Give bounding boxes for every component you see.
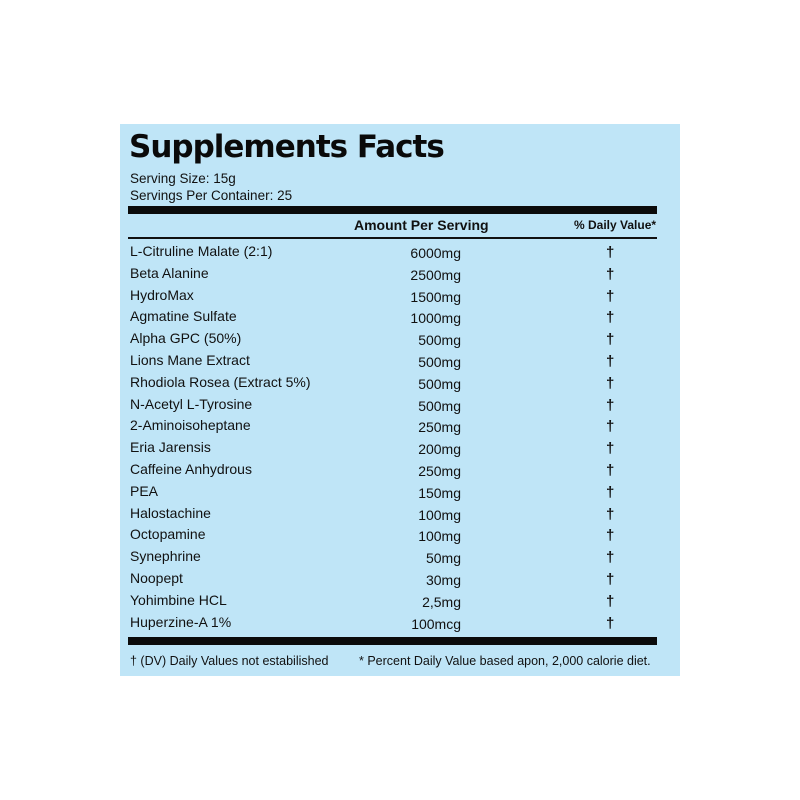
ingredient-name: Agmatine Sulfate bbox=[130, 308, 237, 325]
daily-value-header: % Daily Value* bbox=[574, 218, 657, 232]
daily-value-dagger: † bbox=[606, 440, 615, 458]
ingredient-amount: 250mg bbox=[418, 462, 461, 479]
ingredient-name: Eria Jarensis bbox=[130, 439, 211, 456]
ingredient-row bbox=[128, 590, 657, 612]
ingredient-name: Noopept bbox=[130, 569, 183, 586]
ingredient-amount: 150mg bbox=[418, 484, 461, 501]
ingredient-amount: 100mg bbox=[418, 528, 461, 545]
ingredient-amount: 500mg bbox=[418, 375, 461, 392]
ingredient-amount: 250mg bbox=[418, 419, 461, 436]
bottom-thick-rule bbox=[128, 637, 657, 645]
header-thin-rule bbox=[128, 237, 657, 239]
ingredient-name: PEA bbox=[130, 482, 159, 499]
ingredient-name: Halostachine bbox=[130, 504, 211, 521]
ingredient-amount: 2,5mg bbox=[422, 593, 461, 610]
daily-value-dagger: † bbox=[606, 374, 615, 392]
daily-value-dagger: † bbox=[606, 352, 615, 370]
ingredient-row bbox=[128, 306, 657, 328]
ingredient-amount: 1000mg bbox=[410, 310, 461, 327]
daily-value-dagger: † bbox=[606, 461, 615, 479]
ingredient-amount: 1500mg bbox=[410, 288, 461, 305]
daily-value-dagger: † bbox=[606, 614, 615, 632]
ingredient-amount: 100mcg bbox=[411, 615, 461, 632]
daily-value-dagger: † bbox=[606, 483, 615, 501]
ingredient-row bbox=[128, 437, 657, 459]
daily-value-dagger: † bbox=[606, 265, 615, 283]
ingredient-amount: 500mg bbox=[418, 332, 461, 349]
ingredient-name: Synephrine bbox=[130, 548, 201, 565]
ingredient-row bbox=[128, 263, 657, 285]
ingredient-row bbox=[128, 568, 657, 590]
daily-value-dagger: † bbox=[606, 549, 615, 567]
ingredient-amount: 200mg bbox=[418, 441, 461, 458]
ingredient-amount: 100mg bbox=[418, 506, 461, 523]
daily-value-dagger: † bbox=[606, 396, 615, 414]
ingredient-name: L-Citruline Malate (2:1) bbox=[130, 243, 273, 259]
daily-value-dagger: † bbox=[606, 309, 615, 327]
ingredient-row bbox=[128, 328, 657, 350]
ingredient-list bbox=[128, 241, 657, 633]
daily-value-dagger: † bbox=[606, 527, 615, 545]
dv-footnote: † (DV) Daily Values not estabilished bbox=[130, 654, 329, 668]
ingredient-name: Yohimbine HCL bbox=[130, 591, 227, 608]
ingredient-row bbox=[128, 546, 657, 568]
ingredient-amount: 500mg bbox=[418, 397, 461, 414]
ingredient-row bbox=[128, 394, 657, 416]
supplement-facts-panel bbox=[120, 124, 680, 676]
top-thick-rule bbox=[128, 206, 657, 214]
ingredient-row bbox=[128, 372, 657, 394]
ingredient-name: Huperzine-A 1% bbox=[130, 613, 232, 630]
ingredient-name: Alpha GPC (50%) bbox=[130, 330, 242, 347]
ingredient-amount: 50mg bbox=[425, 550, 461, 567]
ingredient-amount: 500mg bbox=[418, 353, 461, 370]
ingredient-row bbox=[128, 285, 657, 307]
daily-value-dagger: † bbox=[606, 570, 615, 588]
ingredient-row bbox=[128, 503, 657, 525]
serving-size: Serving Size: 15g bbox=[130, 171, 236, 186]
daily-value-dagger: † bbox=[606, 331, 615, 349]
ingredient-name: N-Acetyl L-Tyrosine bbox=[130, 395, 253, 412]
ingredient-row bbox=[128, 350, 657, 372]
ingredient-row bbox=[128, 524, 657, 546]
label-title: Supplements Facts bbox=[129, 129, 444, 165]
ingredient-amount: 2500mg bbox=[410, 266, 461, 283]
ingredient-name: Rhodiola Rosea (Extract 5%) bbox=[130, 373, 311, 390]
ingredient-name: Octopamine bbox=[130, 526, 206, 543]
ingredient-amount: 6000mg bbox=[410, 245, 461, 261]
ingredient-row bbox=[128, 612, 657, 634]
amount-per-serving-header: Amount Per Serving bbox=[354, 217, 489, 233]
daily-value-dagger: † bbox=[606, 244, 615, 261]
ingredient-row bbox=[128, 459, 657, 481]
servings-per-container: Servings Per Container: 25 bbox=[130, 188, 293, 203]
ingredient-row bbox=[128, 415, 657, 437]
daily-value-dagger: † bbox=[606, 505, 615, 523]
column-header-row bbox=[128, 214, 657, 237]
calorie-footnote: * Percent Daily Value based apon, 2,000 calorie diet. bbox=[359, 654, 651, 668]
daily-value-dagger: † bbox=[606, 287, 615, 305]
ingredient-name: Lions Mane Extract bbox=[130, 351, 250, 368]
daily-value-dagger: † bbox=[606, 418, 615, 436]
ingredient-name: 2-Aminoisoheptane bbox=[130, 417, 251, 434]
ingredient-name: HydroMax bbox=[130, 286, 194, 303]
ingredient-amount: 30mg bbox=[425, 571, 461, 588]
daily-value-dagger: † bbox=[606, 592, 615, 610]
ingredient-row bbox=[128, 481, 657, 503]
ingredient-name: Beta Alanine bbox=[130, 264, 209, 281]
ingredient-row bbox=[128, 241, 657, 263]
ingredient-name: Caffeine Anhydrous bbox=[130, 460, 252, 477]
